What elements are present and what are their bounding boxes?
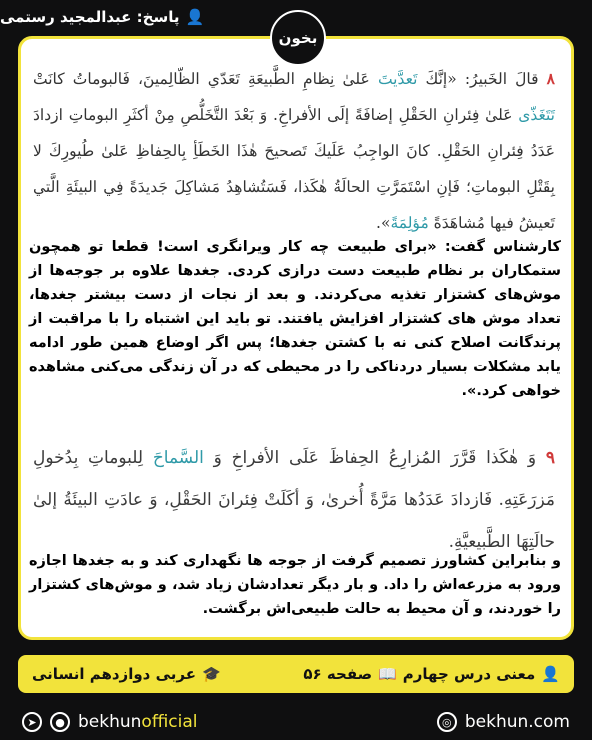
arabic-passage-8 [33,61,555,241]
arabic-passage-9 [33,437,555,563]
handle-suffix: official [141,712,198,732]
highlight-word: مُؤلِمَةً [390,214,429,232]
arabic-text: لِلبوماتِ بِدُخولِ مَزرَعَتِهِ. فَازدادَ عَدَدُها مَرَّةً أُخرىٰ، وَ أكَلَتْ فِئرانَ الحَقْلِ، وَ عادَتِ البيئَةُ إلىٰ حالَتِهَا الطَّبيعيَّةِ. [33,448,555,552]
social-bar [0,704,592,740]
website-link[interactable] [437,712,570,732]
paragraph-number: ۸ [546,69,555,88]
handle-prefix: bekhun [78,712,142,732]
arabic-text: عَلىٰ فِئرانِ الحَقْلِ إضافَةً إلَى الأفراخِ. وَ بَعْدَ التَّخَلُّصِ مِنْ أكثَرِ البوماتِ ازدادَ عَدَدُ فِئرانِ الحَقْلِ. كانَ الواجِبُ عَلَيكَ تَصحيحَ هٰذَا الخَطَأِ بِالحِفاظِ عَلىٰ طُيورِكَ لا بِقَتْلِ البوماتِ؛ فَإنِ اسْتَمَرَّتِ الحالَةُ هٰكَذا، فَسَتُشاهِدُ مَشاكِلَ جَديدَةً فِي البيئَةِ الَّتي تَعيشُ فيها مُشاهَدَةً [33,106,555,232]
author-label: پاسخ: عبدالمجید رستمی [0,8,180,26]
lesson-label: معنی درس چهارم [402,665,536,683]
paragraph-number: ۹ [545,448,555,468]
persian-translation-9: و بنابراین کشاورز تصمیم گرفت از جوجه ها نگهداری کند و به جغدها اجازه ورود به مزرعه‌اش را داد. و بار دیگر تعدادشان زیاد شد، و موش‌های کشتزار را خوردند، و آن محیط به حالت طبیعی‌اش برگشت. [29,553,561,617]
content-card [18,36,574,640]
arabic-text: عَلىٰ نِظامِ الطَّبيعَةِ تَعَدّي الظّالِمينَ، فَالبوماتُ كانَتْ [33,70,378,88]
user-icon: 👤 [185,8,205,26]
lesson-info-bar [18,655,574,693]
highlight-word: السَّماحَ [152,448,204,468]
arabic-text: وَ هٰكَذا قَرَّرَ المُزارِعُ الحِفاظَ عَلَى الأفراخِ وَ [203,448,537,468]
telegram-icon[interactable]: ➤ [22,712,42,732]
arabic-text: ». [376,214,391,232]
website-label: bekhun.com [464,712,570,732]
social-handle[interactable] [22,712,197,732]
globe-icon: ◎ [437,712,457,732]
course-segment [32,665,221,683]
highlight-word: تَعدَّيتَ [377,70,418,88]
graduation-cap-icon: 🎓 [201,665,221,683]
instagram-icon[interactable]: ● [50,712,70,732]
brand-logo [270,10,326,66]
course-label: عربی دوازدهم انسانی [32,665,196,683]
page-label: صفحه ۵۶ [303,665,373,683]
logo-text: بخون [278,29,318,47]
persian-translation-8: کارشناس گفت: «برای طبیعت چه کار ویرانگری است! قطعا تو همچون ستمکاران بر نظام طبیعت دست درازی کردی. جغدها علاوه بر جوجه‌ها از موش‌های کشتزار تغذیه می‌کردند. و بعد از نجات از دست بیشتر جغدها، تعداد موش های کشتزار افزایش یافتند. تو باید این اشتباه را با مراقبت از پرندگانت اصلاح کنی نه با کشتن جغدها؛ پس اگر اوضاع همین طور ادامه یابد مشکلات بسیار دردناکی را در محیطی که در آن زندگی می‌کنی مشاهده خواهی کرد.». [29,239,561,399]
person-icon: 👤 [541,665,560,683]
lesson-segment [303,665,560,683]
arabic-text: قالَ الخَبيرُ: «إنَّكَ [417,70,539,88]
book-icon: 📖 [378,665,397,683]
highlight-word: تَتَغَذّى [518,106,555,124]
